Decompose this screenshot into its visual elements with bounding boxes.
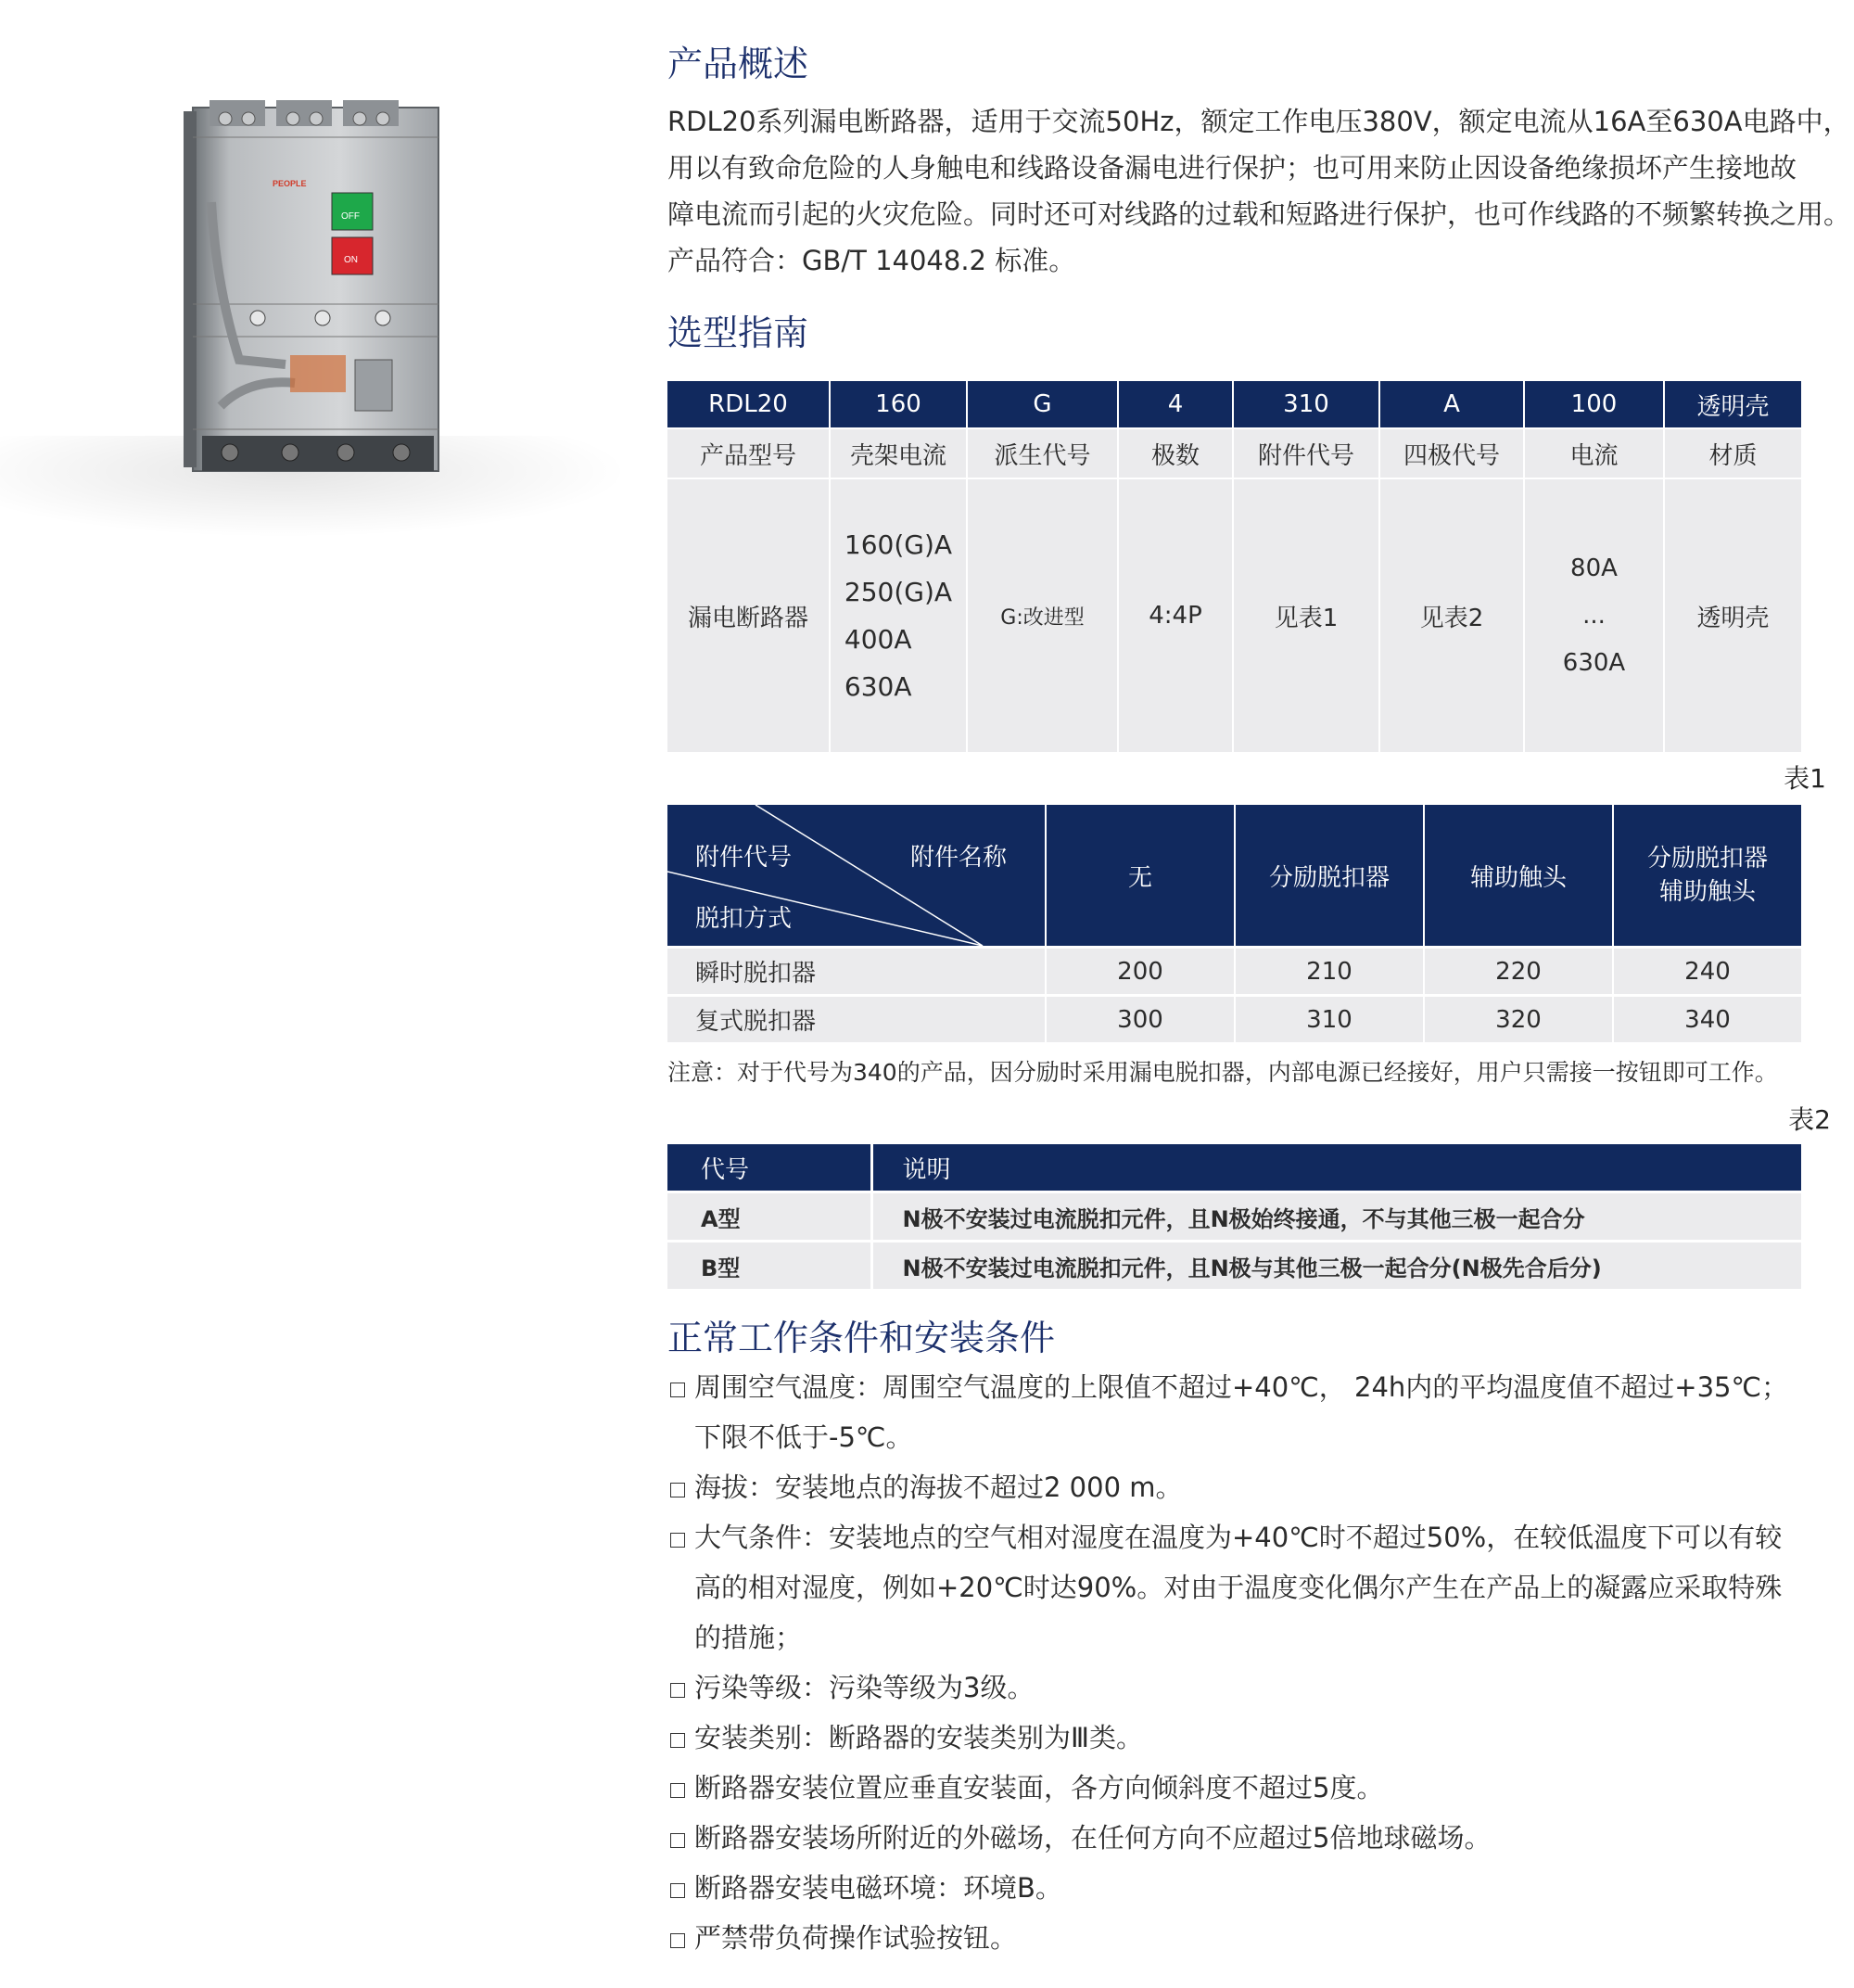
accessory-code-cell: 340 bbox=[1613, 996, 1801, 1043]
current-value: 80A bbox=[1570, 554, 1618, 582]
four-pole-code-cell: B型 bbox=[667, 1242, 871, 1290]
accessory-header-cell: 辅助触头 bbox=[1424, 805, 1613, 948]
checkbox-bullet-icon bbox=[670, 1483, 685, 1497]
condition-item bbox=[667, 1462, 1788, 1512]
model-code-cell: A bbox=[1379, 381, 1524, 428]
condition-line: 断路器安装电磁环境：环境B。 bbox=[694, 1872, 1062, 1904]
accessory-code-cell: 220 bbox=[1424, 948, 1613, 996]
circuit-breaker-image bbox=[184, 100, 448, 476]
condition-line: 安装类别：断路器的安装类别为Ⅲ类。 bbox=[694, 1722, 1143, 1753]
checkbox-bullet-icon bbox=[670, 1783, 685, 1798]
frame-current-value: 630A bbox=[844, 671, 912, 702]
svg-text:PEOPLE: PEOPLE bbox=[273, 179, 307, 188]
condition-line: 污染等级：污染等级为3级。 bbox=[694, 1672, 1035, 1703]
condition-line: 严禁带负荷操作试验按钮。 bbox=[694, 1922, 1018, 1954]
condition-item bbox=[667, 1913, 1788, 1963]
poles-cell: 4:4P bbox=[1118, 478, 1233, 752]
condition-item bbox=[667, 1663, 1788, 1713]
four-pole-row bbox=[667, 1242, 1801, 1290]
current-value: 630A bbox=[1562, 648, 1626, 677]
four-pole-header-desc: 说明 bbox=[871, 1144, 1801, 1192]
material-cell: 透明壳 bbox=[1664, 478, 1801, 752]
checkbox-bullet-icon bbox=[670, 1383, 685, 1397]
checkbox-bullet-icon bbox=[670, 1833, 685, 1848]
frame-current-value: 160(G)A bbox=[844, 529, 953, 560]
model-table bbox=[667, 381, 1801, 752]
four-pole-header-row bbox=[667, 1144, 1801, 1192]
model-label-cell: 附件代号 bbox=[1233, 428, 1379, 478]
four-pole-cell: 见表2 bbox=[1379, 478, 1524, 752]
overview-line: RDL20系列漏电断路器，适用于交流50Hz，额定工作电压380V，额定电流从16A至630A电路中， bbox=[667, 106, 1850, 137]
accessory-code-label: 附件代号 bbox=[695, 844, 793, 872]
derivative-cell: G:改进型 bbox=[967, 478, 1118, 752]
four-pole-code-cell: A型 bbox=[667, 1192, 871, 1242]
condition-item bbox=[667, 1763, 1788, 1813]
accessory-header-cell: 无 bbox=[1046, 805, 1235, 948]
checkbox-bullet-icon bbox=[670, 1533, 685, 1548]
conditions-list bbox=[667, 1362, 1788, 1963]
release-type-cell: 瞬时脱扣器 bbox=[667, 948, 1046, 996]
condition-item bbox=[667, 1512, 1788, 1663]
four-pole-table bbox=[667, 1144, 1801, 1289]
condition-line: 海拔：安装地点的海拔不超过2 000 m。 bbox=[694, 1472, 1183, 1503]
four-pole-desc-cell: N极不安装过电流脱扣元件，且N极与其他三极一起合分(N极先合后分) bbox=[871, 1242, 1801, 1290]
table1-caption: 表1 bbox=[1784, 763, 1826, 794]
four-pole-row bbox=[667, 1192, 1801, 1242]
accessory-code-cell: 240 bbox=[1613, 948, 1801, 996]
checkbox-bullet-icon bbox=[670, 1733, 685, 1748]
overview-line: 产品符合：GB/T 14048.2 标准。 bbox=[667, 245, 1076, 276]
overview-line: 障电流而引起的火灾危险。同时还可对线路的过载和短路进行保护，也可作线路的不频繁转换之用。 bbox=[667, 198, 1851, 230]
model-code-cell: 160 bbox=[830, 381, 967, 428]
model-code-cell: 透明壳 bbox=[1664, 381, 1801, 428]
condition-line: 周围空气温度：周围空气温度的上限值不超过+40℃， 24h内的平均温度值不超过+35℃； bbox=[694, 1371, 1789, 1403]
model-code-cell: 100 bbox=[1524, 381, 1664, 428]
conditions-title: 正常工作条件和安装条件 bbox=[667, 1318, 1056, 1358]
model-label-cell: 材质 bbox=[1664, 428, 1801, 478]
current-value: ... bbox=[1582, 601, 1606, 630]
accessory-code-cell: 200 bbox=[1046, 948, 1235, 996]
model-code-cell: 310 bbox=[1233, 381, 1379, 428]
svg-text:ON: ON bbox=[344, 255, 358, 265]
overview-paragraph bbox=[667, 98, 1851, 284]
accessory-header-cell bbox=[1613, 805, 1801, 948]
model-label-cell: 壳架电流 bbox=[830, 428, 967, 478]
model-detail-row bbox=[667, 478, 1801, 752]
current-cell bbox=[1524, 478, 1664, 752]
accessory-code-cell: 320 bbox=[1424, 996, 1613, 1043]
accessory-header-cell: 分励脱扣器 bbox=[1235, 805, 1424, 948]
condition-line: 断路器安装场所附近的外磁场，在任何方向不应超过5倍地球磁场。 bbox=[694, 1822, 1492, 1854]
model-code-cell: RDL20 bbox=[667, 381, 830, 428]
checkbox-bullet-icon bbox=[670, 1683, 685, 1698]
checkbox-bullet-icon bbox=[670, 1933, 685, 1948]
accessory-code-cell: 210 bbox=[1235, 948, 1424, 996]
frame-current-value: 400A bbox=[844, 624, 912, 655]
frame-current-cell bbox=[830, 478, 967, 752]
release-mode-label: 脱扣方式 bbox=[695, 905, 793, 933]
release-type-cell: 复式脱扣器 bbox=[667, 996, 1046, 1043]
model-label-cell: 产品型号 bbox=[667, 428, 830, 478]
condition-item bbox=[667, 1863, 1788, 1913]
accessory-name-label: 附件名称 bbox=[910, 844, 1008, 872]
accessory-row bbox=[667, 996, 1801, 1043]
table2-caption: 表2 bbox=[1788, 1104, 1831, 1135]
model-code-cell: G bbox=[967, 381, 1118, 428]
accessory-code-cell: 300 bbox=[1046, 996, 1235, 1043]
accessory-header-line: 辅助触头 bbox=[1658, 878, 1756, 906]
condition-line: 高的相对湿度，例如+20℃时达90%。对由于温度变化偶尔产生在产品上的凝露应采取特殊 bbox=[694, 1572, 1783, 1603]
overview-line: 用以有致命危险的人身触电和线路设备漏电进行保护；也可用来防止因设备绝缘损坏产生接地故 bbox=[667, 152, 1797, 184]
accessory-code-cell: 310 bbox=[1235, 996, 1424, 1043]
condition-item bbox=[667, 1362, 1788, 1462]
accessory-cell: 见表1 bbox=[1233, 478, 1379, 752]
accessory-header-line: 分励脱扣器 bbox=[1646, 845, 1768, 873]
accessory-header-row bbox=[667, 805, 1801, 948]
accessory-row bbox=[667, 948, 1801, 996]
model-code-cell: 4 bbox=[1118, 381, 1233, 428]
condition-item bbox=[667, 1713, 1788, 1763]
svg-text:OFF: OFF bbox=[341, 211, 360, 222]
frame-current-value: 250(G)A bbox=[844, 577, 953, 607]
four-pole-desc-cell: N极不安装过电流脱扣元件，且N极始终接通，不与其他三极一起合分 bbox=[871, 1192, 1801, 1242]
four-pole-header-code: 代号 bbox=[667, 1144, 871, 1192]
condition-line: 大气条件：安装地点的空气相对湿度在温度为+40℃时不超过50%，在较低温度下可以有较 bbox=[694, 1522, 1783, 1553]
model-label-cell: 四极代号 bbox=[1379, 428, 1524, 478]
model-label-cell: 电流 bbox=[1524, 428, 1664, 478]
condition-line: 断路器安装位置应垂直安装面，各方向倾斜度不超过5度。 bbox=[694, 1772, 1384, 1803]
overview-title: 产品概述 bbox=[667, 44, 809, 84]
model-label-cell: 派生代号 bbox=[967, 428, 1118, 478]
condition-line: 的措施； bbox=[694, 1622, 803, 1653]
condition-item bbox=[667, 1813, 1788, 1863]
diagonal-header-cell bbox=[667, 805, 1046, 948]
table1-note: 注意：对于代号为340的产品，因分励时采用漏电脱扣器，内部电源已经接好，用户只需接一按钮即可工作。 bbox=[667, 1059, 1778, 1086]
selection-title: 选型指南 bbox=[667, 312, 809, 353]
product-name-cell: 漏电断路器 bbox=[667, 478, 830, 752]
model-code-row bbox=[667, 381, 1801, 428]
model-label-row bbox=[667, 428, 1801, 478]
checkbox-bullet-icon bbox=[670, 1883, 685, 1898]
accessory-table bbox=[667, 805, 1801, 1042]
model-label-cell: 极数 bbox=[1118, 428, 1233, 478]
condition-line: 下限不低于-5℃。 bbox=[694, 1421, 913, 1453]
